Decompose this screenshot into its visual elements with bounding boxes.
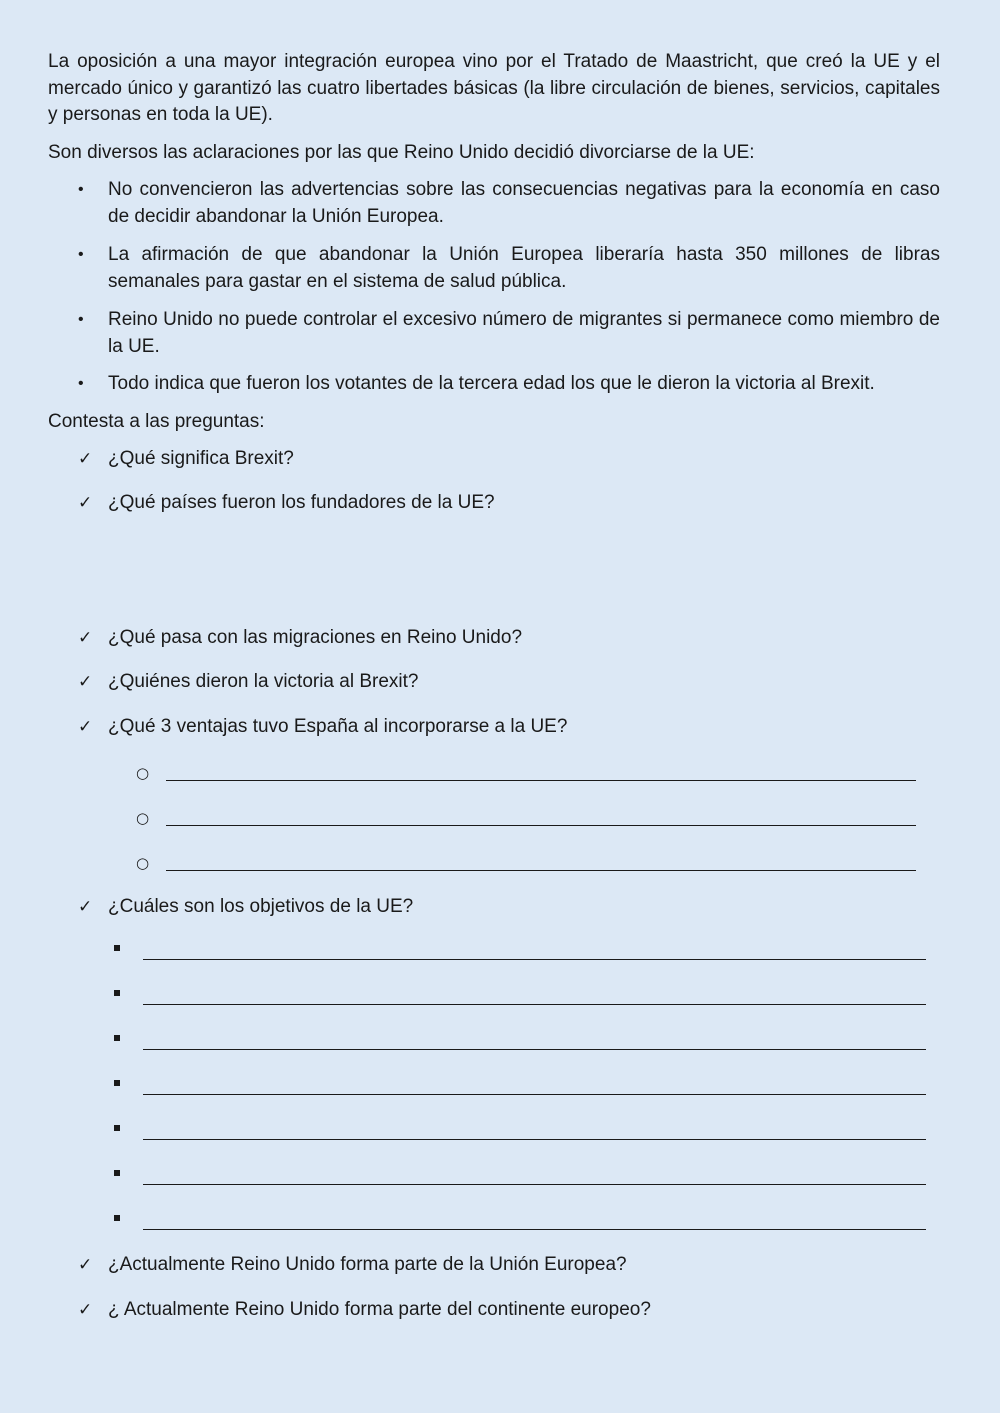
- circle-bullet-icon: ○: [136, 764, 150, 782]
- bullet-icon: •: [78, 311, 84, 328]
- question-text: ¿ Actualmente Reino Unido forma parte del continente europeo?: [108, 1299, 651, 1320]
- questions-lead-paragraph: Contesta a las preguntas:: [48, 411, 265, 432]
- answer-line[interactable]: [143, 1094, 926, 1095]
- reason-bullet-3: [48, 307, 940, 360]
- answer-line[interactable]: [143, 1139, 926, 1140]
- answer-line[interactable]: [143, 1229, 926, 1230]
- question-2: [48, 490, 940, 516]
- checkmark-icon: ✓: [78, 897, 93, 917]
- checkmark-icon: ✓: [78, 493, 93, 513]
- reason-text: Reino Unido no puede controlar el excesivo número de migrantes si permanece como miembro de la UE.: [108, 309, 940, 357]
- checkmark-icon: ✓: [78, 628, 93, 648]
- checkmark-icon: ✓: [78, 672, 93, 692]
- question-text: ¿Qué significa Brexit?: [108, 448, 294, 469]
- square-bullet-icon: [114, 945, 120, 951]
- question-5: [48, 714, 940, 740]
- checkmark-icon: ✓: [78, 1300, 93, 1320]
- bullet-icon: •: [78, 375, 84, 392]
- answer-line[interactable]: [143, 1004, 926, 1005]
- question-3: [48, 625, 940, 651]
- answer-line[interactable]: [143, 1184, 926, 1185]
- question-7: [48, 1252, 940, 1278]
- question-4: [48, 669, 940, 695]
- square-bullet-icon: [114, 1035, 120, 1041]
- circle-bullet-icon: ○: [136, 809, 150, 827]
- reason-text: Todo indica que fueron los votantes de la tercera edad los que le dieron la victoria al Brexit.: [108, 373, 875, 394]
- square-bullet-icon: [114, 990, 120, 996]
- square-bullet-icon: [114, 1125, 120, 1131]
- reason-text: No convencieron las advertencias sobre las consecuencias negativas para la economía en caso de decidir abandonar la Unión Europea.: [108, 179, 940, 227]
- square-bullet-icon: [114, 1170, 120, 1176]
- intro-paragraph: La oposición a una mayor integración europea vino por el Tratado de Maastricht, que creó la UE y el mercado único y garantizó las cuatro libertades básicas (la libre circulación de bienes, servicios, capitales y personas en toda la UE).: [48, 51, 940, 125]
- question-text: ¿Cuáles son los objetivos de la UE?: [108, 896, 414, 917]
- answer-line[interactable]: [166, 825, 916, 826]
- circle-bullet-icon: ○: [136, 854, 150, 872]
- answer-line[interactable]: [166, 780, 916, 781]
- checkmark-icon: ✓: [78, 717, 93, 737]
- reasons-lead-paragraph: Son diversos las aclaraciones por las que Reino Unido decidió divorciarse de la UE:: [48, 142, 755, 163]
- question-text: ¿Qué pasa con las migraciones en Reino Unido?: [108, 627, 523, 648]
- question-1: [48, 446, 940, 472]
- square-bullet-icon: [114, 1215, 120, 1221]
- reason-bullet-2: [48, 242, 940, 295]
- checkmark-icon: ✓: [78, 449, 93, 469]
- reason-text: La afirmación de que abandonar la Unión Europea liberaría hasta 350 millones de libras semanales para gastar en el sistema de salud pública.: [108, 244, 940, 292]
- bullet-icon: •: [78, 181, 84, 198]
- answer-line[interactable]: [143, 1049, 926, 1050]
- reason-bullet-4: [48, 371, 940, 398]
- square-bullet-icon: [114, 1080, 120, 1086]
- checkmark-icon: ✓: [78, 1255, 93, 1275]
- bullet-icon: •: [78, 246, 84, 263]
- question-6: [48, 894, 940, 920]
- question-text: ¿Qué 3 ventajas tuvo España al incorporarse a la UE?: [108, 716, 568, 737]
- question-8: [48, 1297, 940, 1323]
- question-text: ¿Quiénes dieron la victoria al Brexit?: [108, 671, 419, 692]
- answer-line[interactable]: [143, 959, 926, 960]
- reason-bullet-1: [48, 177, 940, 230]
- answer-line[interactable]: [166, 870, 916, 871]
- question-text: ¿Actualmente Reino Unido forma parte de la Unión Europea?: [108, 1254, 627, 1275]
- question-text: ¿Qué países fueron los fundadores de la UE?: [108, 492, 495, 513]
